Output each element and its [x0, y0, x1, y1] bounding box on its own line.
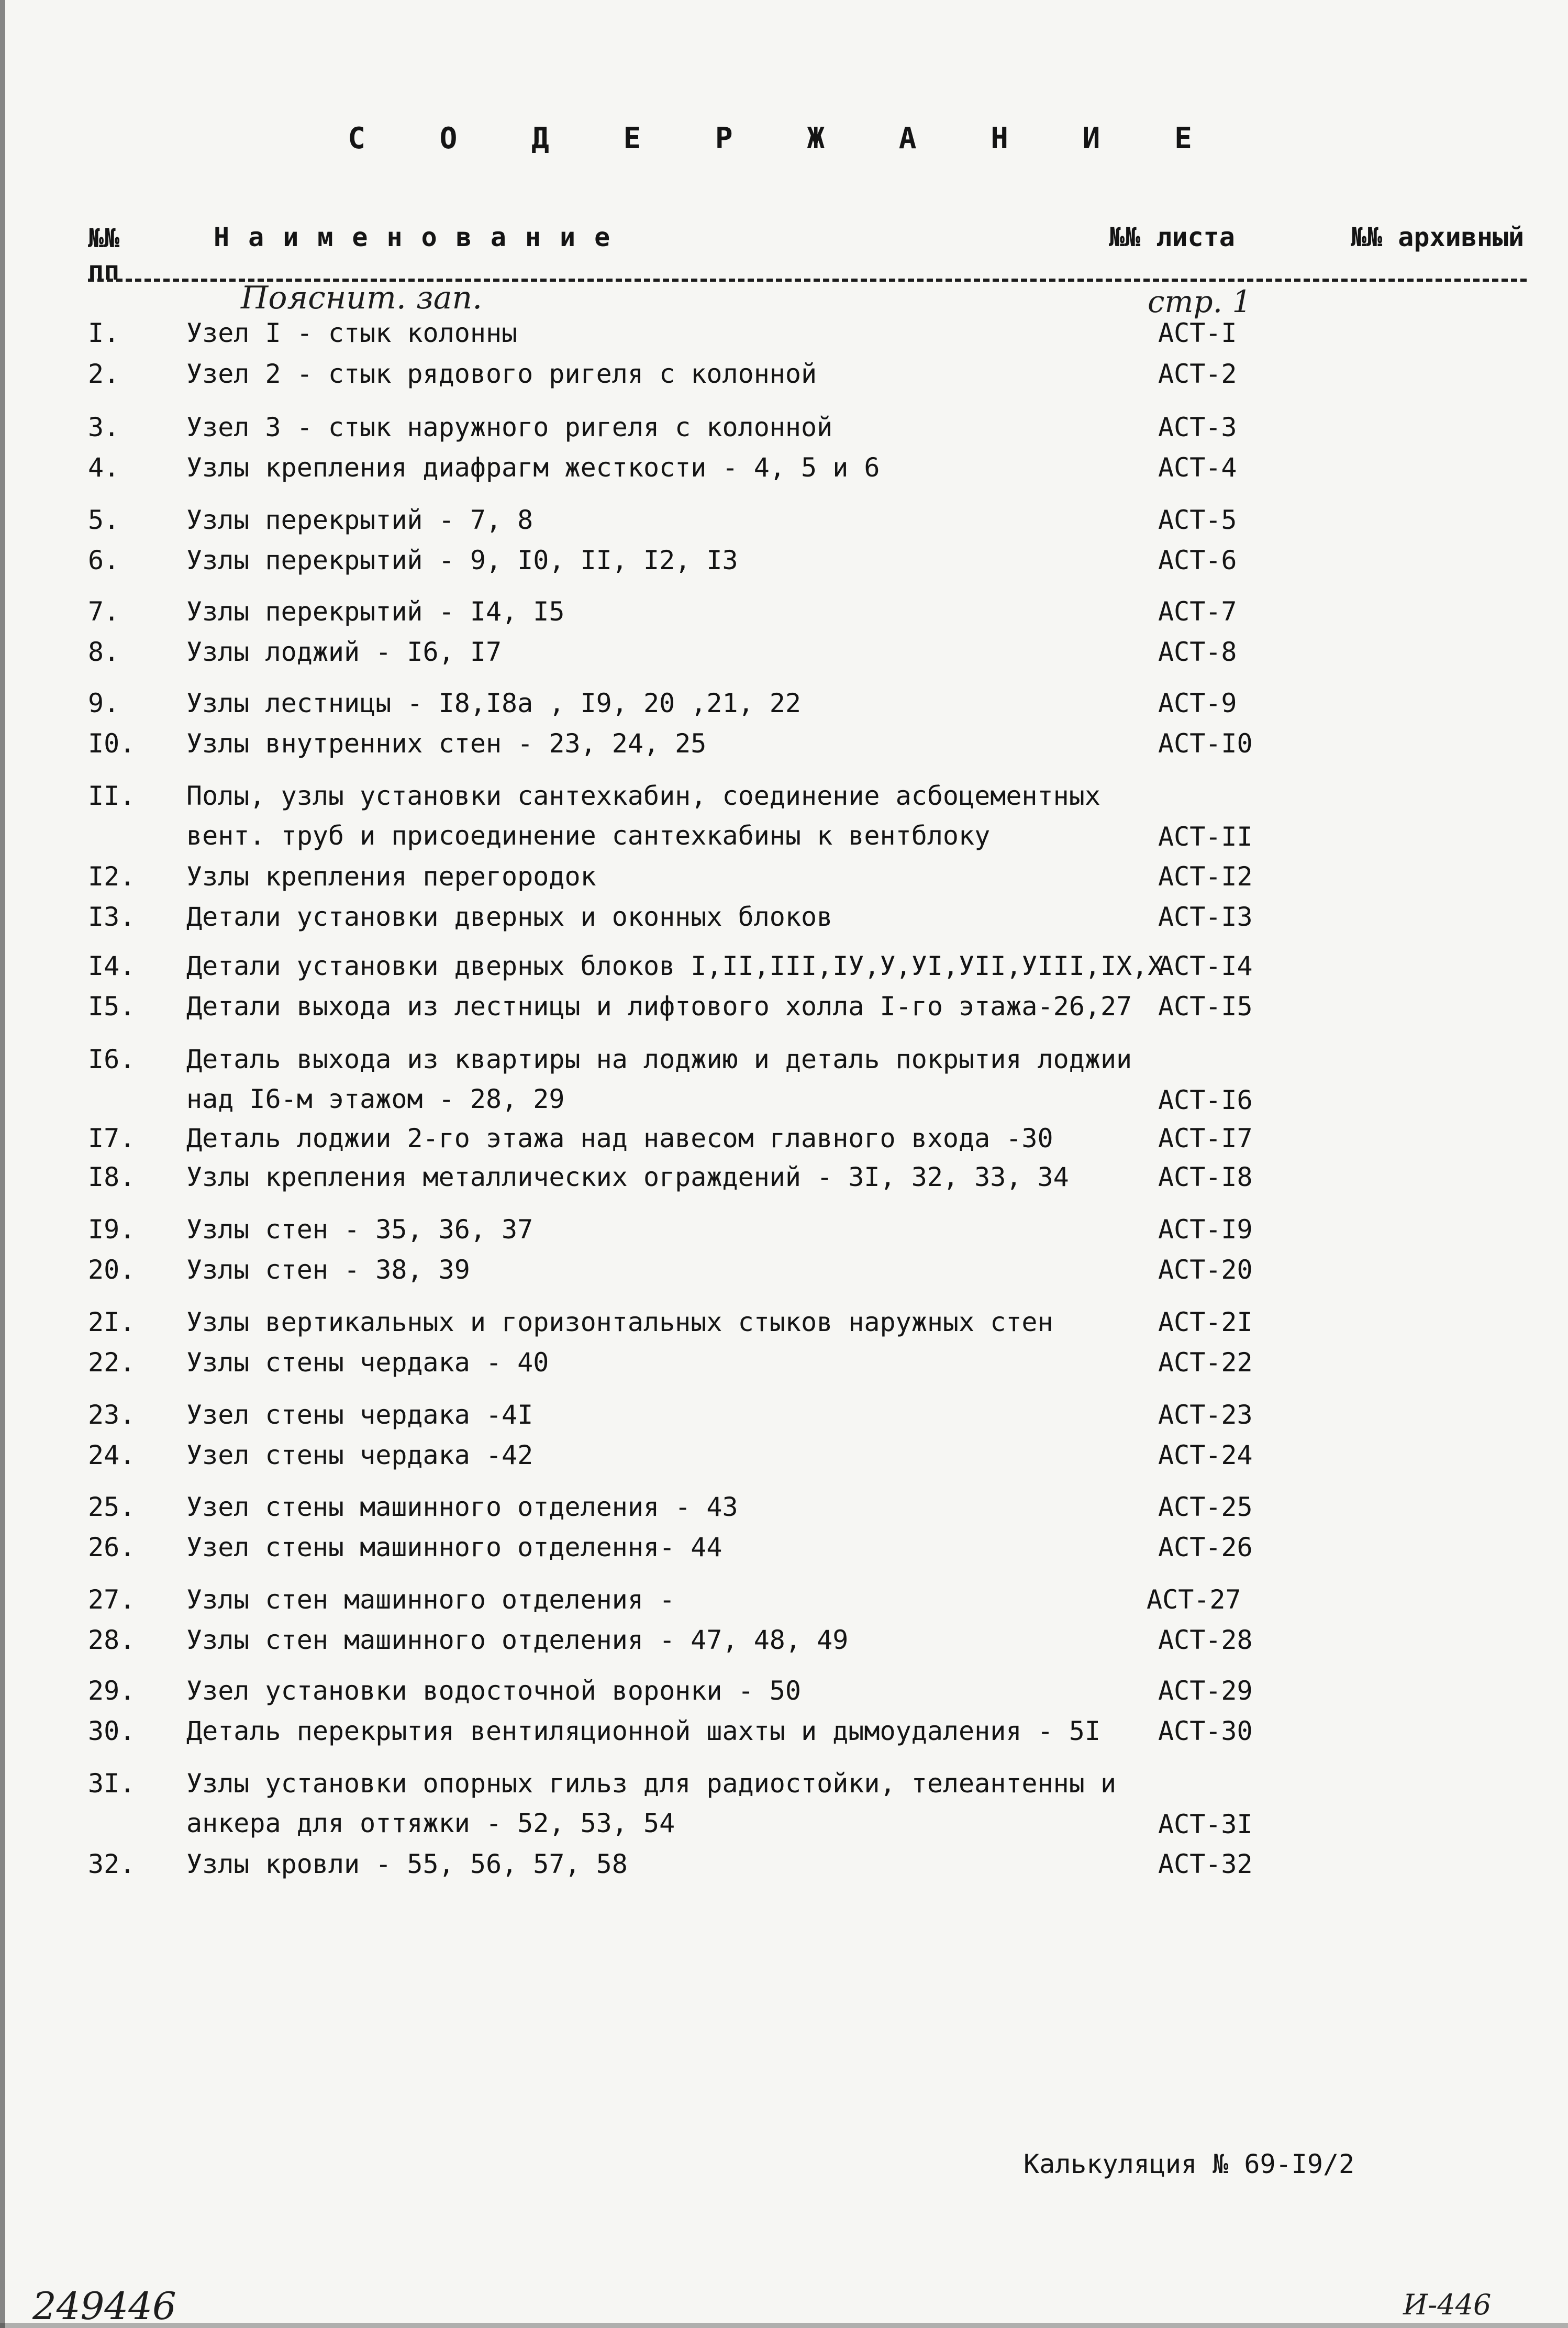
item-name: Узел 3 - стык наружного ригеля с колонной	[186, 412, 833, 442]
handwritten-sheet: стр. 1	[1148, 284, 1252, 319]
list-item	[0, 1671, 1568, 1711]
item-number: I5.	[88, 991, 136, 1022]
item-name: Детали установки дверных блоков I,II,III,IУ,У,УI,УII,УIII,IX,X	[186, 951, 1164, 981]
item-name: Деталь выхода из квартиры на лоджию и деталь покрытия лоджии над I6-м этажом - 28, 29	[186, 1044, 1132, 1114]
item-number: 27.	[88, 1584, 136, 1615]
item-number: I0.	[88, 728, 136, 759]
list-item	[0, 724, 1568, 763]
item-number: I7.	[88, 1123, 136, 1154]
item-number: 26.	[88, 1532, 136, 1562]
item-number: 28.	[88, 1625, 136, 1655]
item-number: 2.	[88, 359, 120, 389]
list-item	[0, 592, 1568, 631]
item-sheet: АСТ-4	[1158, 452, 1237, 483]
item-name: Узлы стен - 35, 36, 37	[186, 1214, 533, 1245]
item-number: 9.	[88, 688, 120, 718]
item-sheet: АСТ-29	[1158, 1676, 1253, 1706]
item-name: Узлы крепления перегородок	[186, 861, 596, 892]
item-name: Детали выхода из лестницы и лифтового холла I-го этажа-26,27	[186, 991, 1132, 1022]
list-item	[0, 1620, 1568, 1660]
page-title: С О Д Е Р Ж А Н И Е	[348, 121, 1220, 156]
list-item	[0, 540, 1568, 580]
item-name: Узлы стен - 38, 39	[186, 1255, 470, 1285]
item-sheet: АСТ-26	[1158, 1532, 1253, 1562]
list-item	[0, 1343, 1568, 1382]
item-name: Узел стены чердака -4I	[186, 1400, 533, 1430]
item-name: Узлы перекрытий - I4, I5	[186, 596, 565, 627]
item-name: Узлы установки опорных гильз для радиостойки, телеантенны и анкера для оттяжки - 52, 53, 54	[186, 1768, 1117, 1838]
item-sheet: АСТ-25	[1158, 1492, 1253, 1522]
list-item	[0, 407, 1568, 447]
list-item	[0, 313, 1568, 353]
list-item	[0, 1711, 1568, 1751]
calculation-number: Калькуляция № 69-I9/2	[1024, 2149, 1355, 2179]
item-sheet: АСТ-8	[1158, 637, 1237, 667]
inventory-number: 249446	[32, 2284, 176, 2328]
list-item	[0, 683, 1568, 723]
item-sheet: АСТ-I6	[1158, 1085, 1253, 1115]
list-item	[0, 1764, 1568, 1844]
item-name: Полы, узлы установки сантехкабин, соединение асбоцементных вент. труб и присоединение сантехкабины к вентблоку	[186, 781, 1100, 851]
item-name: Узел стены машинного отделения - 43	[186, 1492, 738, 1522]
item-name: Узел установки водосточной воронки - 50	[186, 1676, 801, 1706]
list-item	[0, 1435, 1568, 1475]
item-number: 2I.	[88, 1307, 136, 1337]
item-sheet: АСТ-24	[1158, 1440, 1253, 1470]
item-sheet: АСТ-32	[1158, 1849, 1253, 1879]
item-name: Узлы крепления металлических ограждений - 3I, 32, 33, 34	[186, 1162, 1069, 1192]
item-name: Деталь перекрытия вентиляционной шахты и дымоудаления - 5I	[186, 1716, 1100, 1746]
item-sheet: АСТ-28	[1158, 1625, 1253, 1655]
item-number: 20.	[88, 1255, 136, 1285]
item-name: Узлы стены чердака - 40	[186, 1347, 549, 1378]
item-number: I8.	[88, 1162, 136, 1192]
item-name: Узлы лоджий - I6, I7	[186, 637, 502, 667]
item-name: Узлы перекрытий - 9, I0, II, I2, I3	[186, 545, 738, 575]
item-name: Узлы лестницы - I8,I8а , I9, 20 ,21, 22	[186, 688, 801, 718]
item-sheet: АСТ-I3	[1158, 902, 1253, 932]
item-name: Узлы вертикальных и горизонтальных стыков наружных стен	[186, 1307, 1053, 1337]
list-item	[0, 1487, 1568, 1527]
header-name: Наименование	[214, 222, 629, 252]
item-number: 6.	[88, 545, 120, 575]
item-name: Узел 2 - стык рядового ригеля с колонной	[186, 359, 817, 389]
item-sheet: АСТ-20	[1158, 1255, 1253, 1285]
item-sheet: АСТ-II	[1158, 822, 1253, 852]
list-item	[0, 897, 1568, 937]
list-item	[0, 448, 1568, 487]
list-item	[0, 500, 1568, 540]
item-sheet: АСТ-I	[1158, 318, 1237, 348]
item-number: 23.	[88, 1400, 136, 1430]
item-number: 30.	[88, 1716, 136, 1746]
item-number: II.	[88, 781, 136, 811]
item-number: 4.	[88, 452, 120, 483]
list-item	[0, 1844, 1568, 1884]
item-sheet: АСТ-3I	[1158, 1809, 1253, 1839]
item-number: 22.	[88, 1347, 136, 1378]
item-sheet: АСТ-I9	[1158, 1214, 1253, 1245]
list-item	[0, 1250, 1568, 1290]
list-item	[0, 1210, 1568, 1249]
item-number: I9.	[88, 1214, 136, 1245]
list-item	[0, 1302, 1568, 1342]
item-sheet: АСТ-2I	[1158, 1307, 1253, 1337]
item-sheet: АСТ-22	[1158, 1347, 1253, 1378]
item-sheet: АСТ-2	[1158, 359, 1237, 389]
list-item	[0, 857, 1568, 896]
item-name: Узлы кровли - 55, 56, 57, 58	[186, 1849, 628, 1879]
list-item	[0, 776, 1568, 857]
item-name: Узел I - стык колонны	[186, 318, 518, 348]
item-name: Узлы стен машинного отделения - 47, 48, 49	[186, 1625, 849, 1655]
item-name: Детали установки дверных и оконных блоков	[186, 902, 833, 932]
list-item	[0, 1157, 1568, 1197]
item-sheet: АСТ-I2	[1158, 861, 1253, 892]
list-item	[0, 986, 1568, 1026]
item-number: 7.	[88, 596, 120, 627]
item-number: I.	[88, 318, 120, 348]
header-archive: №№ архивный	[1351, 222, 1525, 252]
list-item	[0, 1039, 1568, 1120]
corner-code: И-446	[1403, 2288, 1492, 2321]
header-number: №№ пп	[88, 223, 120, 286]
list-item	[0, 1580, 1568, 1620]
item-number: 8.	[88, 637, 120, 667]
item-sheet: АСТ-7	[1158, 596, 1237, 627]
list-item	[0, 632, 1568, 672]
item-number: 24.	[88, 1440, 136, 1470]
item-sheet: АСТ-I0	[1158, 728, 1253, 759]
item-name: Узлы перекрытий - 7, 8	[186, 505, 533, 535]
item-name: Узлы внутренних стен - 23, 24, 25	[186, 728, 707, 759]
item-sheet: АСТ-6	[1158, 545, 1237, 575]
item-name: Узлы крепления диафрагм жесткости - 4, 5 и 6	[186, 452, 880, 483]
list-item	[0, 354, 1568, 394]
item-number: I2.	[88, 861, 136, 892]
item-sheet: АСТ-9	[1158, 688, 1237, 718]
item-number: I4.	[88, 951, 136, 981]
item-number: 29.	[88, 1676, 136, 1706]
item-name: Узел стены чердака -42	[186, 1440, 533, 1470]
item-sheet: АСТ-I8	[1158, 1162, 1253, 1192]
item-name: Узел стены машинного отделення- 44	[186, 1532, 722, 1562]
item-sheet: АСТ-30	[1158, 1716, 1253, 1746]
item-sheet: АСТ-27	[1147, 1584, 1241, 1615]
item-sheet: АСТ-I4	[1158, 951, 1253, 981]
item-number: I6.	[88, 1044, 136, 1074]
item-number: 3.	[88, 412, 120, 442]
item-name: Деталь лоджии 2-го этажа над навесом главного входа -30	[186, 1123, 1053, 1154]
item-sheet: АСТ-I7	[1158, 1123, 1253, 1154]
item-number: 32.	[88, 1849, 136, 1879]
item-name: Узлы стен машинного отделения -	[186, 1584, 675, 1615]
item-sheet: АСТ-23	[1158, 1400, 1253, 1430]
item-number: 5.	[88, 505, 120, 535]
list-item	[0, 1395, 1568, 1435]
item-number: 3I.	[88, 1768, 136, 1799]
list-item	[0, 1118, 1568, 1158]
handwritten-note: Пояснит. зап.	[241, 280, 483, 316]
list-item	[0, 1527, 1568, 1567]
item-sheet: АСТ-I5	[1158, 991, 1253, 1022]
item-number: I3.	[88, 902, 136, 932]
header-sheet: №№ листа	[1109, 222, 1235, 252]
item-number: 25.	[88, 1492, 136, 1522]
item-sheet: АСТ-3	[1158, 412, 1237, 442]
list-item	[0, 946, 1568, 986]
item-sheet: АСТ-5	[1158, 505, 1237, 535]
